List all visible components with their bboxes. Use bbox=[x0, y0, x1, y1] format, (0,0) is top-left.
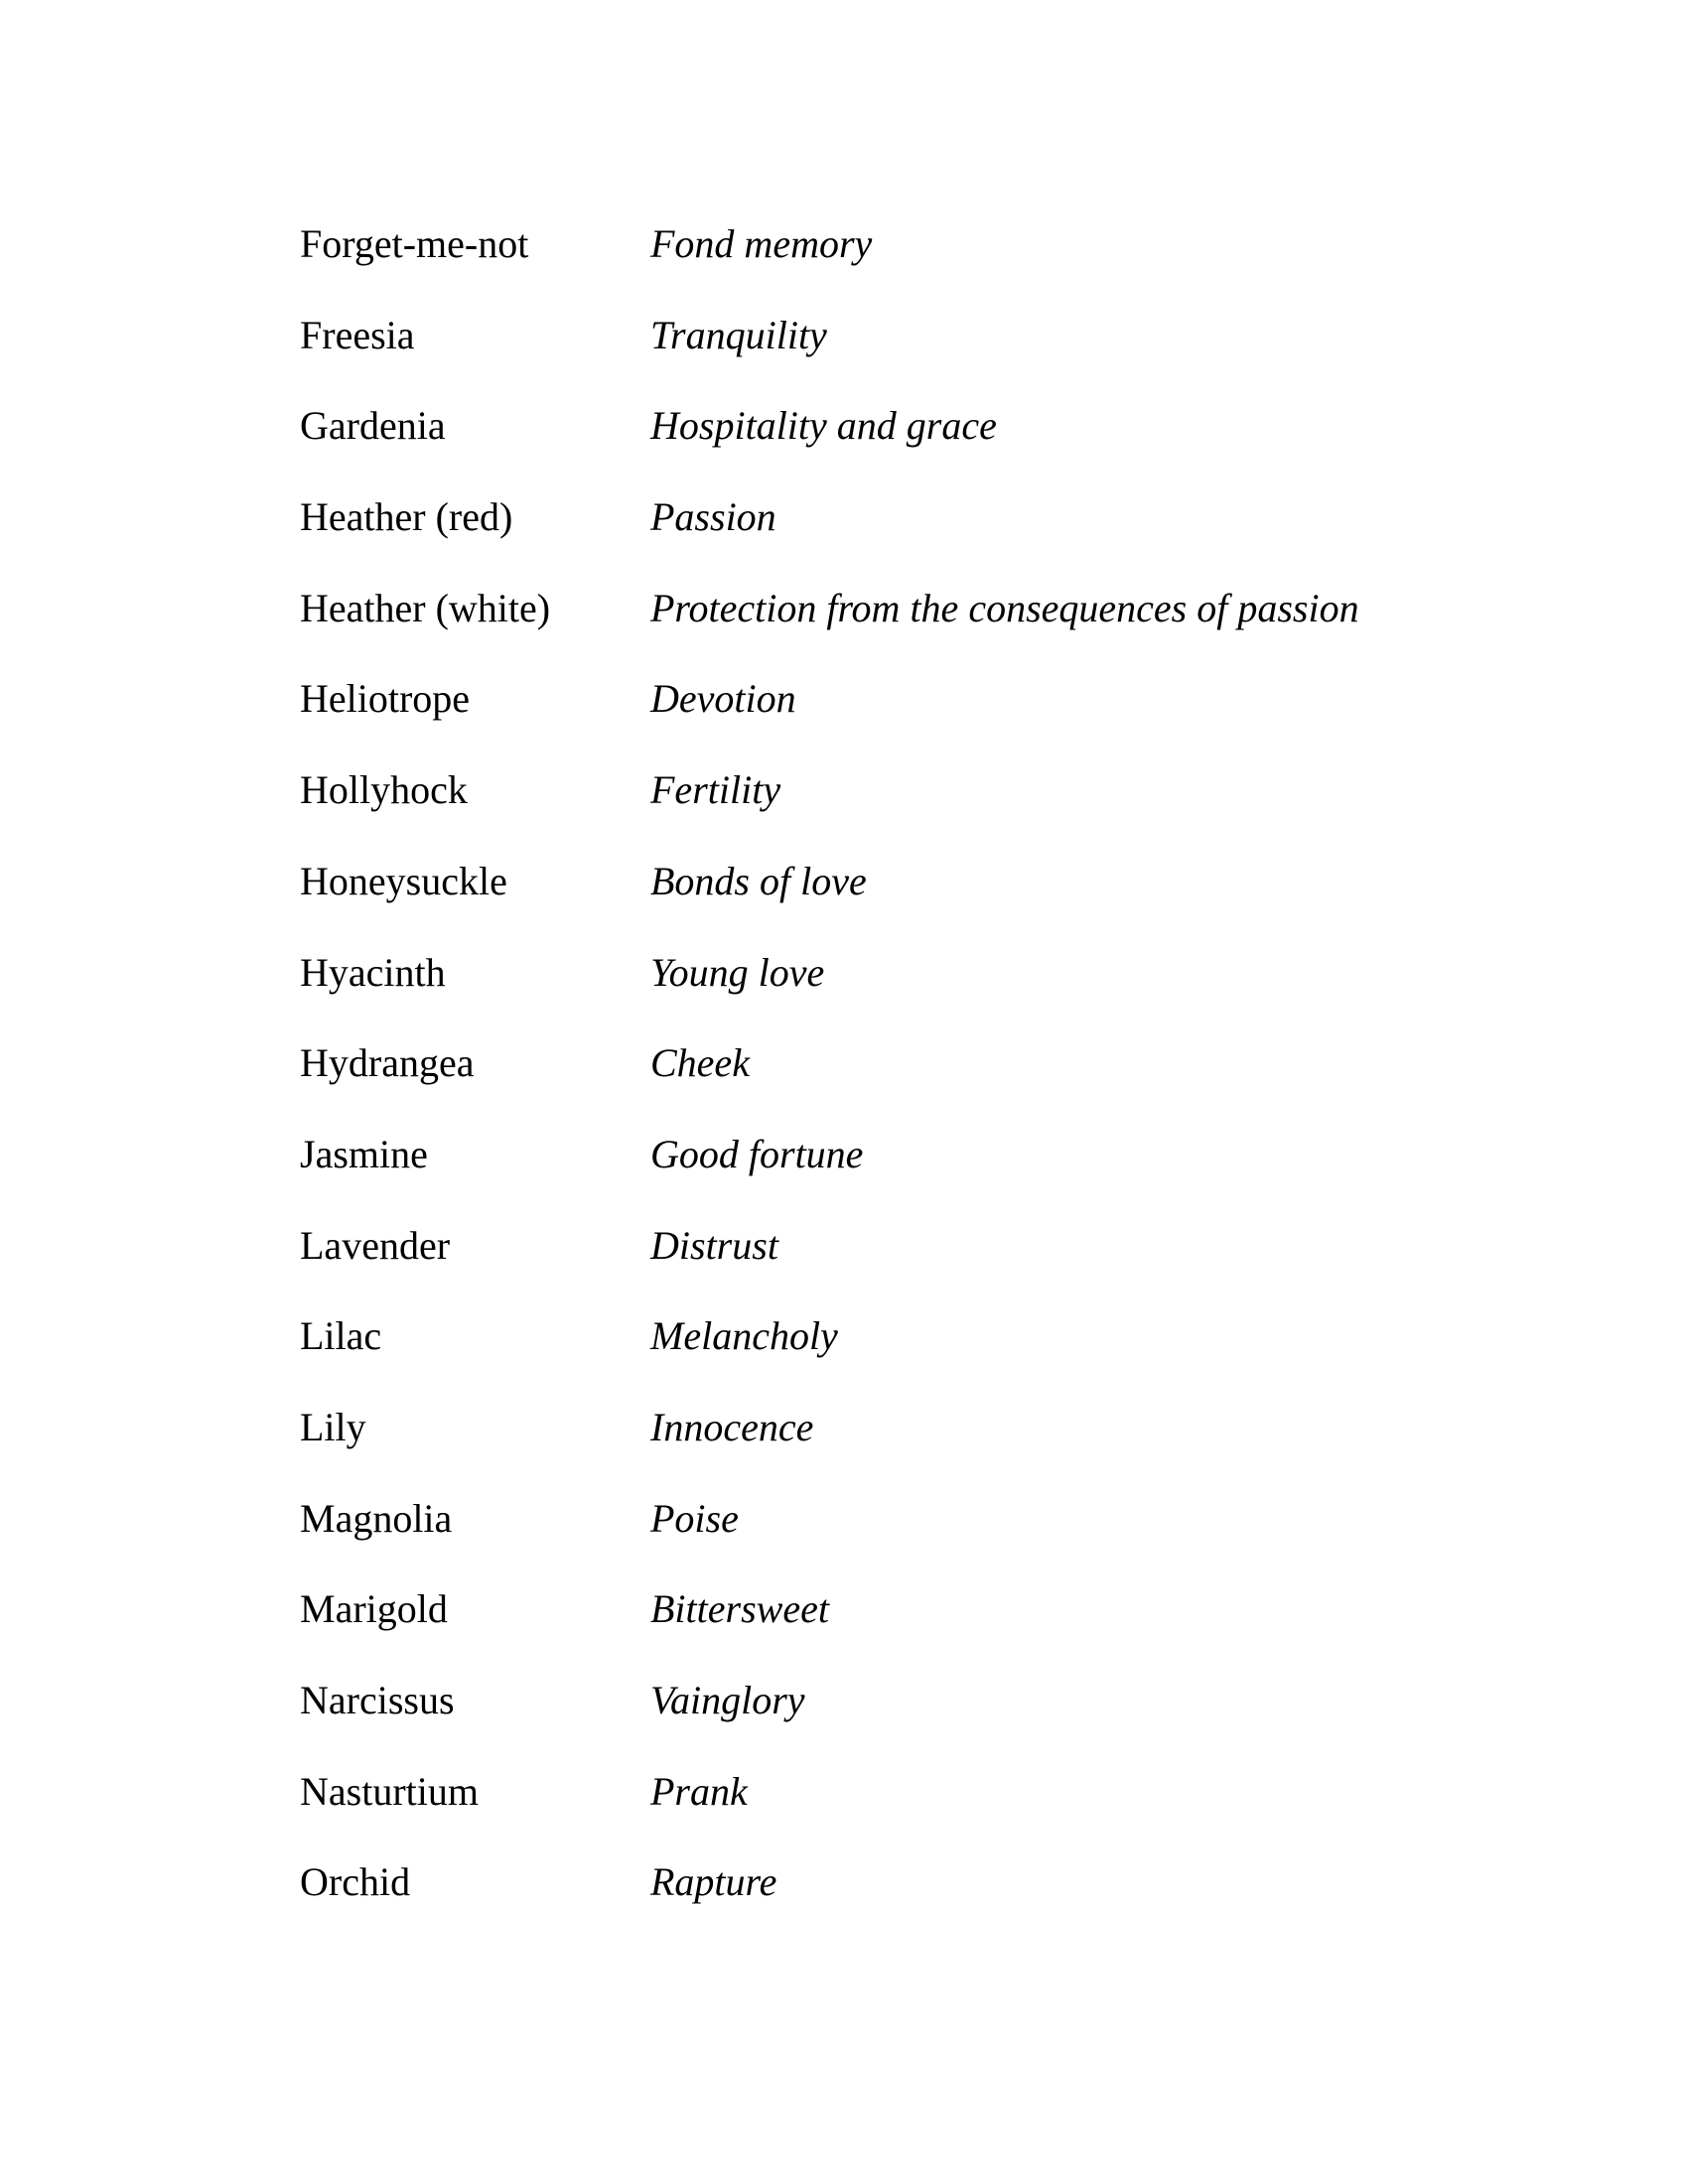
flower-name: Lilac bbox=[300, 1313, 382, 1359]
flower-meaning: Innocence bbox=[650, 1404, 814, 1449]
flower-name: Heather (red) bbox=[300, 494, 513, 540]
list-item bbox=[300, 945, 1491, 1036]
flower-meaning: Hospitality and grace bbox=[650, 403, 997, 449]
flower-name: Hyacinth bbox=[300, 949, 446, 995]
flower-name: Hollyhock bbox=[300, 767, 468, 813]
flower-name: Nasturtium bbox=[300, 1768, 479, 1814]
flower-meaning: Tranquility bbox=[650, 312, 827, 357]
list-item bbox=[300, 1127, 1491, 1218]
flower-name: Hydrangea bbox=[300, 1040, 475, 1086]
flower-name: Lavender bbox=[300, 1222, 451, 1268]
list-item bbox=[300, 308, 1491, 399]
list-item bbox=[300, 398, 1491, 489]
flower-name: Orchid bbox=[300, 1859, 411, 1905]
flower-meaning: Devotion bbox=[650, 676, 796, 722]
list-item bbox=[300, 216, 1491, 308]
flower-meaning: Melancholy bbox=[650, 1313, 838, 1359]
flower-meaning: Poise bbox=[650, 1495, 739, 1541]
flower-name: Gardenia bbox=[300, 403, 446, 449]
list-item bbox=[300, 1581, 1491, 1673]
flower-meaning: Young love bbox=[650, 949, 825, 995]
list-item bbox=[300, 671, 1491, 762]
flower-name: Magnolia bbox=[300, 1495, 453, 1541]
list-item bbox=[300, 1491, 1491, 1582]
flower-meaning: Prank bbox=[650, 1768, 748, 1814]
list-item bbox=[300, 1400, 1491, 1491]
flower-name: Lily bbox=[300, 1404, 366, 1449]
flower-name: Heliotrope bbox=[300, 676, 471, 722]
list-item bbox=[300, 1764, 1491, 1855]
flower-meaning: Protection from the consequences of passion bbox=[650, 585, 1359, 630]
flower-meaning: Bittersweet bbox=[650, 1586, 829, 1632]
list-item bbox=[300, 1035, 1491, 1127]
flower-meaning: Cheek bbox=[650, 1040, 750, 1086]
flower-meaning: Distrust bbox=[650, 1222, 778, 1268]
flower-meaning: Vainglory bbox=[650, 1678, 805, 1722]
list-item bbox=[300, 1218, 1491, 1309]
flower-name: Honeysuckle bbox=[300, 858, 507, 903]
flower-meaning: Fertility bbox=[650, 767, 781, 813]
flower-meaning: Rapture bbox=[650, 1859, 777, 1905]
flower-meaning: Good fortune bbox=[650, 1131, 864, 1176]
flower-meaning: Passion bbox=[650, 494, 776, 540]
list-item bbox=[300, 1308, 1491, 1400]
list-item bbox=[300, 489, 1491, 581]
flower-meaning: Bonds of love bbox=[650, 858, 867, 903]
flower-name: Freesia bbox=[300, 312, 415, 357]
list-item bbox=[300, 581, 1491, 672]
flower-name: Marigold bbox=[300, 1586, 448, 1632]
flower-name: Jasmine bbox=[300, 1131, 428, 1176]
flower-meaning: Fond memory bbox=[650, 221, 873, 266]
flower-meaning-list bbox=[300, 216, 1491, 1946]
flower-name: Heather (white) bbox=[300, 585, 551, 630]
list-item bbox=[300, 1854, 1491, 1946]
list-item bbox=[300, 762, 1491, 854]
flower-name: Narcissus bbox=[300, 1678, 455, 1722]
list-item bbox=[300, 1673, 1491, 1764]
list-item bbox=[300, 854, 1491, 945]
flower-name: Forget-me-not bbox=[300, 221, 529, 266]
